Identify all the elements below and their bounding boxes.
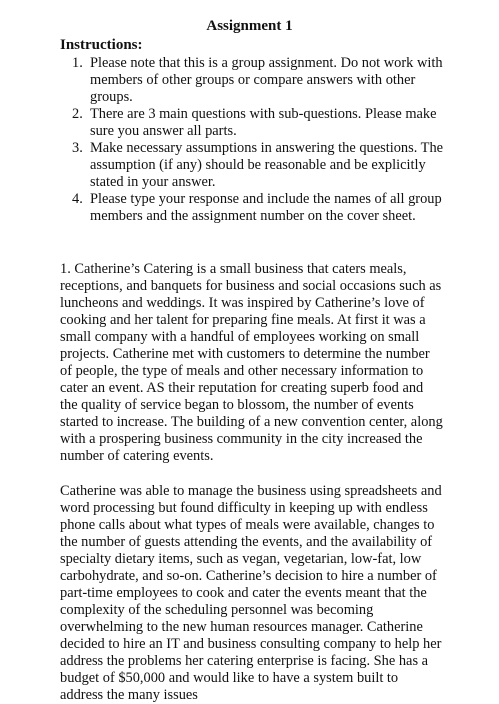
instruction-number: 2. — [72, 106, 83, 122]
instruction-text: Please note that this is a group assignment. Do not work with members of other groups or compare answers with other groups. — [90, 55, 443, 105]
instruction-number: 1. — [72, 55, 83, 71]
instruction-item — [72, 106, 444, 140]
instruction-number: 3. — [72, 140, 83, 156]
instruction-text: Please type your response and include the names of all group members and the assignment number on the cover sheet. — [90, 191, 442, 224]
instructions-list — [72, 55, 444, 225]
instruction-item — [72, 191, 444, 225]
question-1-continuation-paragraph: Catherine was able to manage the business using spreadsheets and word processing but found difficulty in keeping up with endless phone calls about what types of meals were available, changes to the number of guests attending the events, and the availability of specialty dietary items, such as vegan, vegetarian, low-fat, low carbohydrate, and so-on. Catherine’s decision to hire a number of part-time employees to cook and cater the events meant that the complexity of the scheduling personnel was becoming overwhelming to the new human resources manager. Catherine decided to hire an IT and business consulting company to help her address the problems her catering enterprise is facing. She has a budget of $50,000 and would like to have a system built to address the many issues — [60, 483, 442, 703]
question-1-paragraph: 1. Catherine’s Catering is a small business that caters meals, receptions, and banquets for business and social occasions such as luncheons and weddings. It was inspired by Catherine’s love of cooking and her talent for preparing fine meals. At first it was a small company with a handful of employees working on small projects. Catherine met with customers to determine the number of people, the type of meals and other necessary information to cater an event. AS their reputation for creating superb food and the quality of service began to blossom, the number of events started to increase. The building of a new convention center, along with a prospering business community in the city increased the number of catering events. — [60, 261, 443, 464]
instruction-number: 4. — [72, 191, 83, 207]
instructions-heading: Instructions: — [60, 37, 143, 53]
instruction-item — [72, 140, 444, 191]
document-title: Assignment 1 — [206, 18, 293, 34]
instruction-item — [72, 55, 444, 106]
instruction-text: There are 3 main questions with sub-questions. Please make sure you answer all parts. — [90, 106, 437, 139]
instruction-text: Make necessary assumptions in answering the questions. The assumption (if any) should be reasonable and be explicitly stated in your answer. — [90, 140, 444, 190]
